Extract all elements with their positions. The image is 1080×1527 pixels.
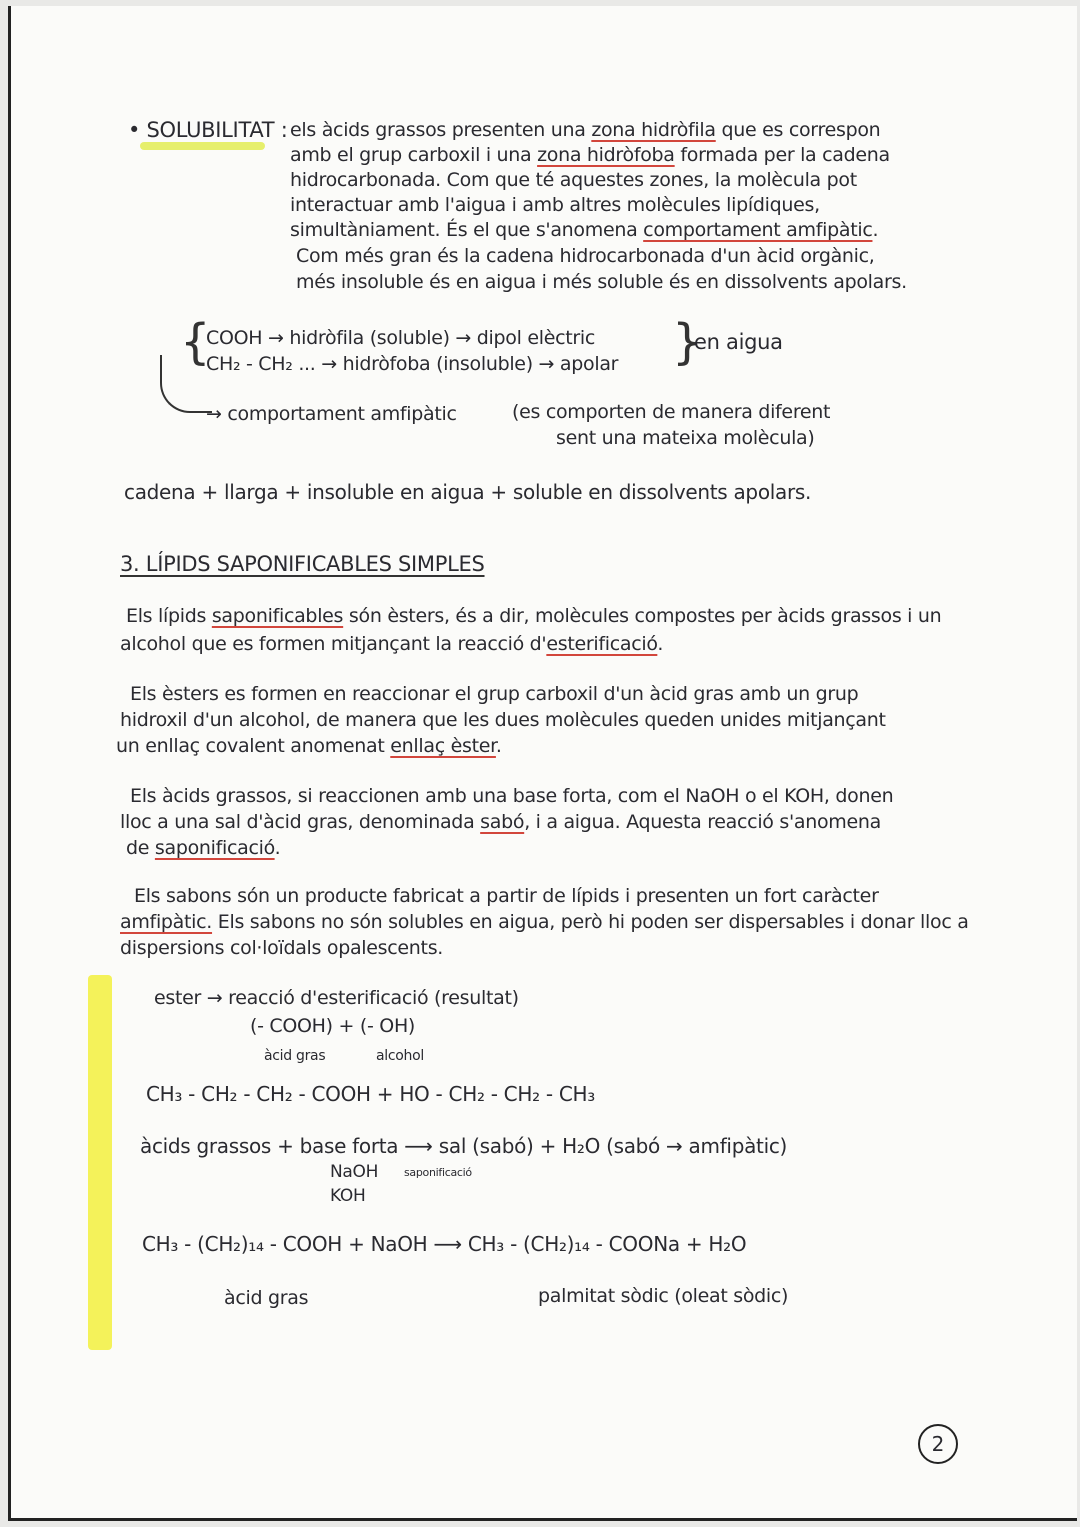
groups-line: (- COOH) + (- OH) [250, 1015, 416, 1037]
paragraph-line: Els èsters es formen en reaccionar el grup carboxil d'un àcid gras amb un grup [130, 683, 859, 705]
solubility-heading: • SOLUBILITAT : [128, 118, 288, 142]
ester-line: ester → reacció d'esterificació (resultat) [154, 987, 519, 1009]
summary: cadena + llarga + insoluble en aigua + soluble en dissolvents apolars. [124, 480, 812, 504]
paragraph-line: un enllaç covalent anomenat enllaç èster. [116, 735, 502, 757]
right-brace: } [672, 314, 703, 370]
section-title: 3. LÍPIDS SAPONIFICABLES SIMPLES [120, 552, 485, 576]
solubility-line: simultàniament. És el que s'anomena comportament amfipàtic. [290, 219, 879, 241]
paragraph-line: hidroxil d'un alcohol, de manera que les dues molècules queden unides mitjançant [120, 709, 886, 731]
scheme-row: CH₂ - CH₂ ... → hidròfoba (insoluble) → apolar [206, 353, 619, 375]
solubility-line: amb el grup carboxil i una zona hidròfoba formada per la cadena [290, 144, 890, 166]
paragraph-line: Els lípids saponificables són èsters, és a dir, molècules compostes per àcids grassos i un [126, 605, 942, 627]
paragraph-line: alcohol que es formen mitjançant la reacció d'esterificació. [120, 633, 664, 655]
acid-label: àcid gras [224, 1287, 309, 1309]
solubility-line: més insoluble és en aigua i més soluble és en dissolvents apolars. [296, 271, 907, 293]
scheme-row: COOH → hidròfila (soluble) → dipol elèctric [206, 327, 596, 349]
base-koh: KOH [330, 1186, 366, 1206]
alcohol-label: alcohol [376, 1048, 424, 1064]
paragraph-line: dispersions col·loïdals opalescents. [120, 937, 444, 959]
heading-highlight [140, 142, 265, 150]
margin-highlight [88, 975, 112, 1350]
saponification-reaction: àcids grassos + base forta ⟶ sal (sabó) + H₂O (sabó → amfipàtic) [140, 1134, 788, 1158]
palmitic-reaction: CH₃ - (CH₂)₁₄ - COOH + NaOH ⟶ CH₃ - (CH₂)₁₄ - COONa + H₂O [142, 1232, 747, 1256]
scheme-note: (es comporten de manera diferent [512, 401, 831, 423]
scheme-result: → comportament amfipàtic [206, 403, 457, 425]
paragraph-line: amfipàtic. Els sabons no són solubles en aigua, però hi poden ser dispersables i donar lloc a [120, 911, 969, 933]
page-number: 2 [918, 1424, 958, 1464]
solubility-line: hidrocarbonada. Com que té aquestes zones, la molècula pot [290, 169, 857, 191]
bracket-label: en aigua [694, 330, 783, 354]
paragraph-line: de saponificació. [126, 837, 281, 859]
saponification-label: saponificació [404, 1166, 472, 1179]
product-label: palmitat sòdic (oleat sòdic) [538, 1285, 789, 1307]
scheme-note: sent una mateixa molècula) [556, 427, 815, 449]
acid-label: àcid gras [264, 1048, 326, 1064]
paragraph-line: lloc a una sal d'àcid gras, denominada sabó, i a aigua. Aquesta reacció s'anomena [120, 811, 881, 833]
base-naoh: NaOH [330, 1162, 379, 1182]
reaction-esterification: CH₃ - CH₂ - CH₂ - COOH + HO - CH₂ - CH₂ - CH₃ [146, 1082, 595, 1106]
solubility-line: Com més gran és la cadena hidrocarbonada d'un àcid orgànic, [296, 245, 875, 267]
solubility-line: interactuar amb l'aigua i amb altres molècules lipídiques, [290, 194, 820, 216]
paragraph-line: Els sabons són un producte fabricat a partir de lípids i presenten un fort caràcter [134, 885, 879, 907]
left-brace: { [180, 314, 211, 370]
solubility-line: els àcids grassos presenten una zona hidròfila que es correspon [290, 119, 881, 141]
paragraph-line: Els àcids grassos, si reaccionen amb una base forta, com el NaOH o el KOH, donen [130, 785, 894, 807]
